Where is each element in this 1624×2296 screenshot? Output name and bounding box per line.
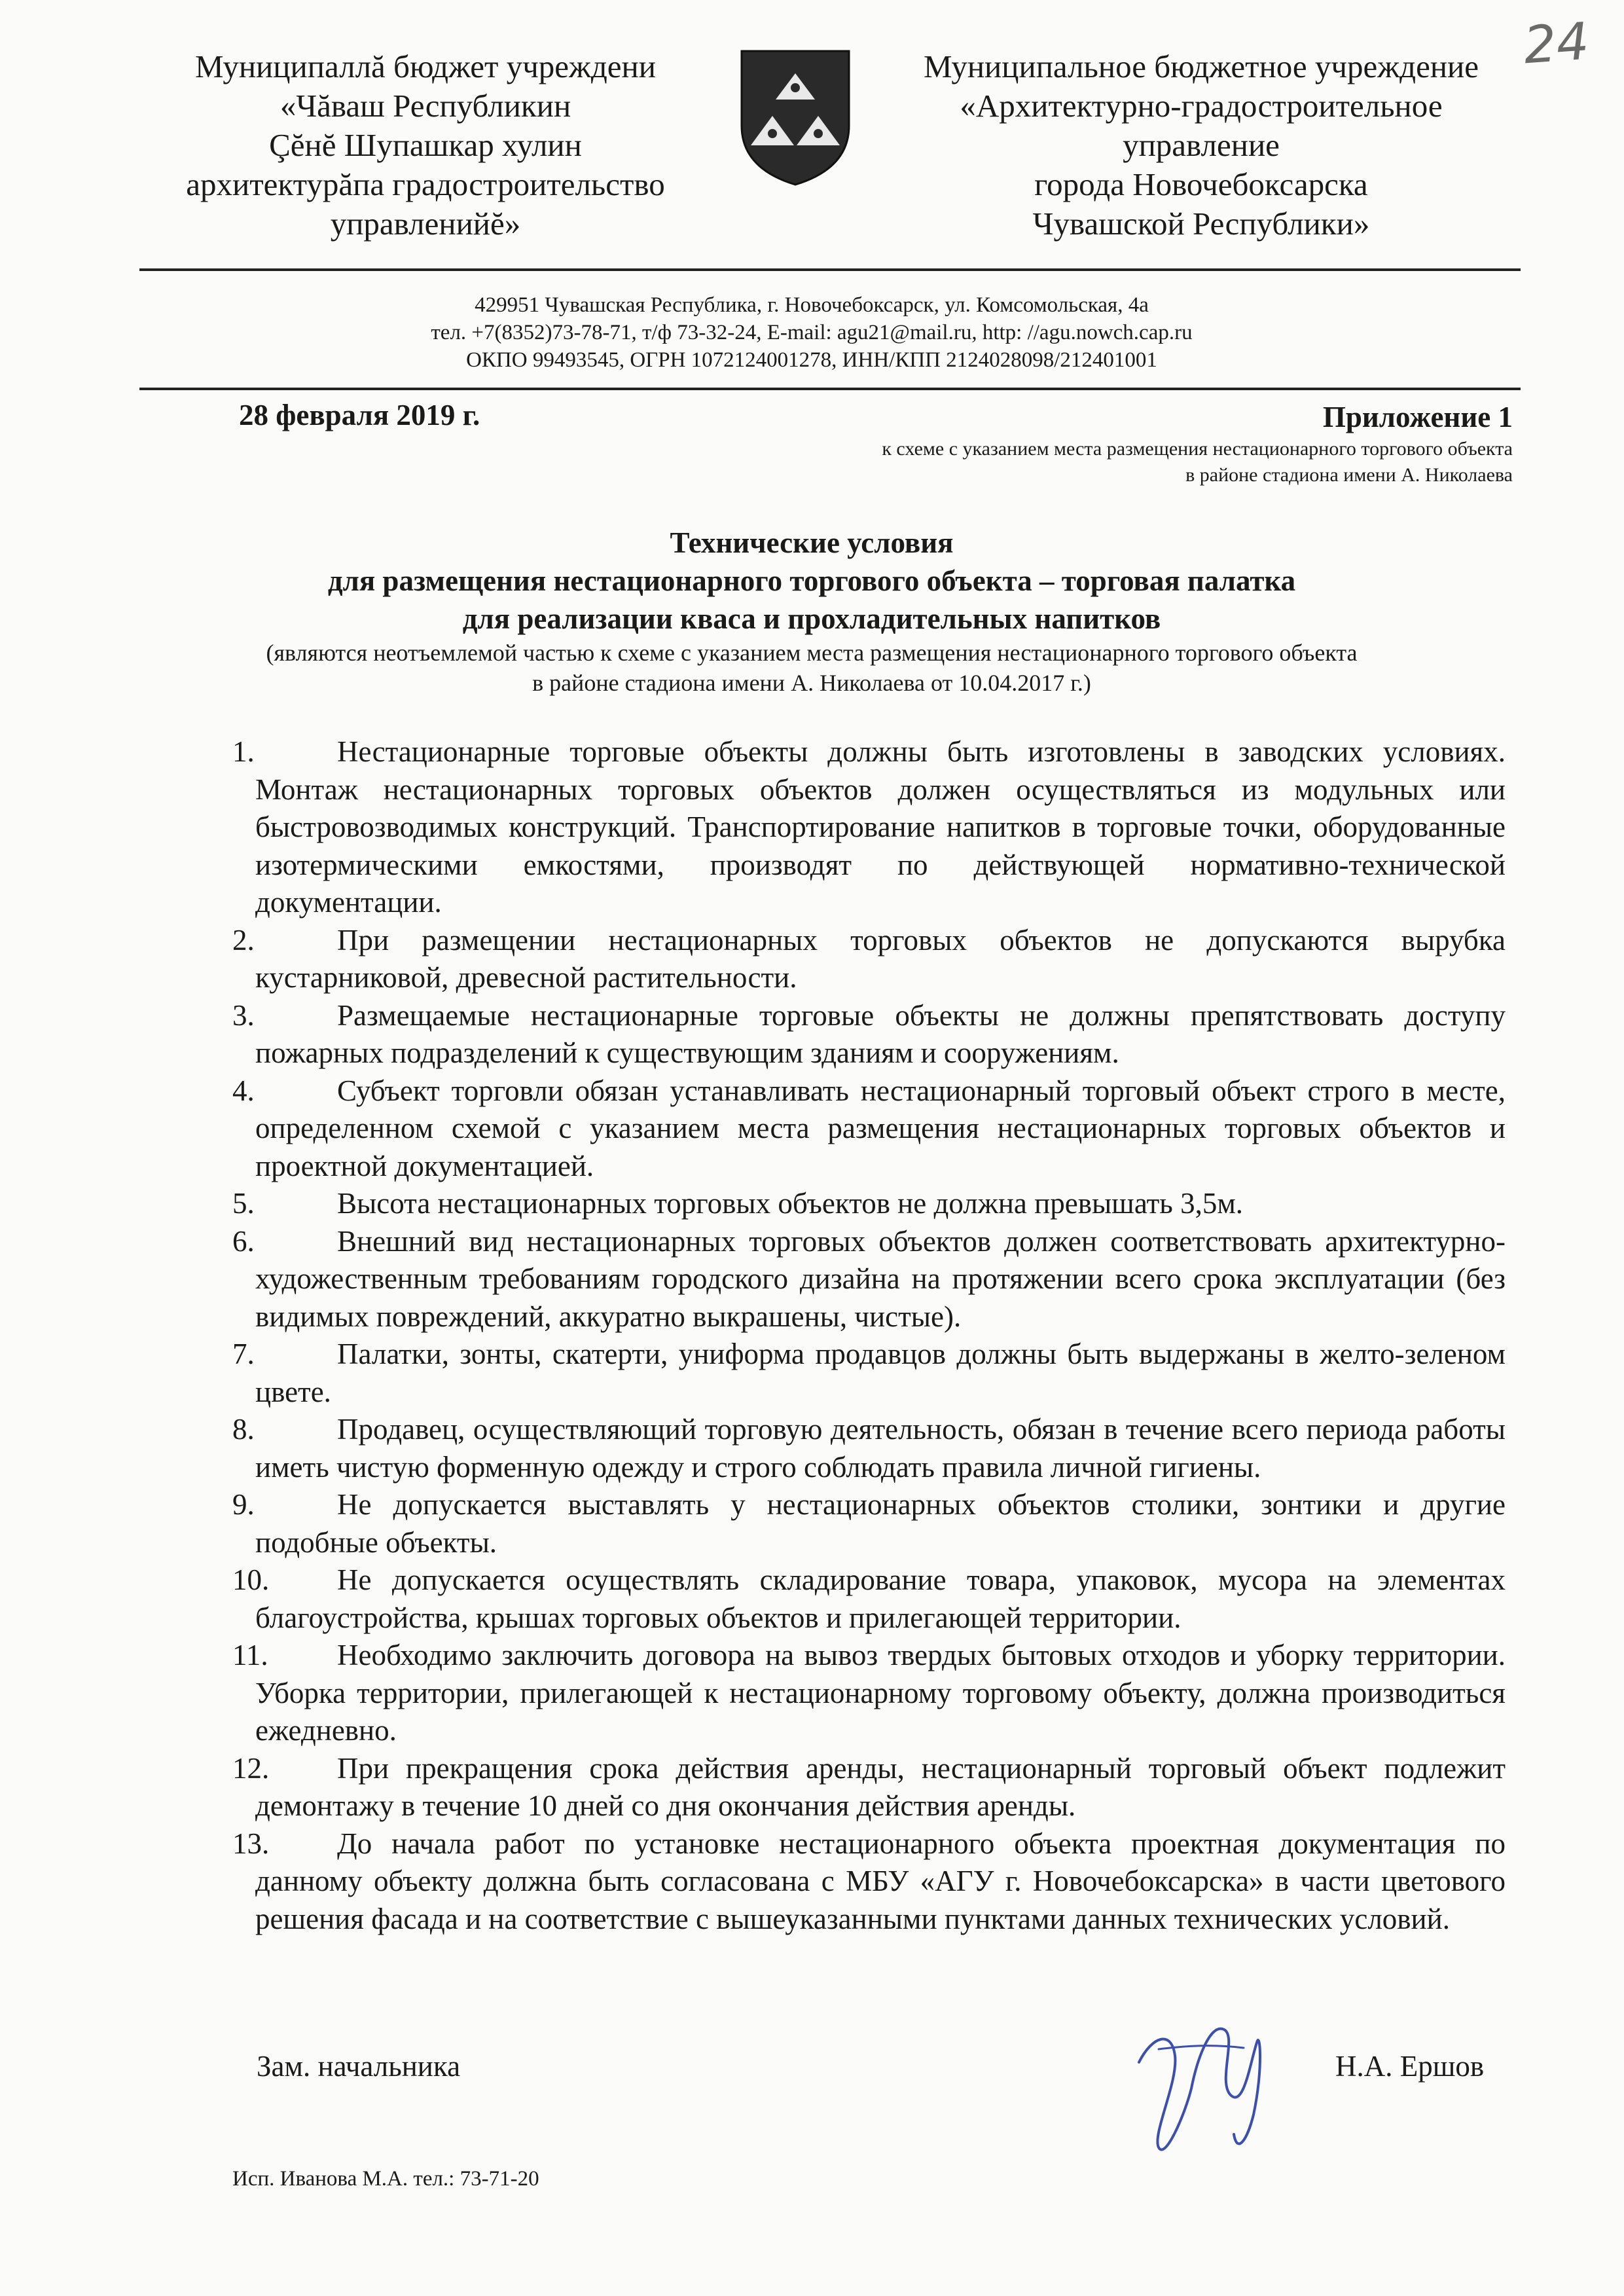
title-note: в районе стадиона имени А. Николаева от 10.04.2017 г.) <box>532 670 1091 696</box>
condition-item <box>232 1825 1506 1939</box>
city-coat-of-arms-icon <box>736 47 854 188</box>
org-left-line: архитектурăпа градостроительство <box>186 166 665 202</box>
signatory-position: Зам. начальника <box>257 2050 461 2083</box>
condition-text: Внешний вид нестационарных торговых объектов должен соответствовать архитектурно-художественным требованиям городского дизайна на протяжении всего срока эксплуатации (без видимых повреждений, аккуратно выкрашены, чистые). <box>255 1224 1506 1333</box>
condition-item <box>232 1072 1506 1186</box>
condition-item <box>232 997 1506 1072</box>
contact-details <box>327 291 1296 374</box>
title-line: Технические условия <box>670 526 954 559</box>
contact-address: 429951 Чувашская Республика, г. Новочебоксарск, ул. Комсомольская, 4а <box>475 293 1149 317</box>
condition-text: Продавец, осуществляющий торговую деятельность, обязан в течение всего периода работы иметь чистую форменную одежду и строго соблюдать правила личной гигиены. <box>255 1413 1506 1484</box>
org-left-line: Муниципаллă бюджет учреждени <box>194 48 657 84</box>
header-divider-top <box>139 268 1521 271</box>
organization-name-russian <box>890 47 1512 244</box>
org-right-line: Муниципальное бюджетное учреждение <box>923 48 1479 84</box>
condition-text: При размещении нестационарных торговых объектов не допускаются вырубка кустарниковой, древесной растительности. <box>255 923 1506 994</box>
org-right-line: «Архитектурно-градостроительное <box>960 88 1443 124</box>
appendix-reference <box>662 398 1513 488</box>
condition-text: До начала работ по установке нестационарного объекта проектная документация по данному объекту должна быть согласована с МБУ «АГУ г. Новочебоксарска» в части цветового решения фасада и на соответствие с вышеуказанными пунктами данных технических условий. <box>255 1827 1506 1935</box>
header-divider-bottom <box>139 388 1521 390</box>
handwritten-signature <box>1113 1984 1283 2167</box>
condition-number: 7. <box>232 1338 255 1370</box>
condition-text: Высота нестационарных торговых объектов не должна превышать 3,5м. <box>337 1187 1244 1220</box>
condition-number: 8. <box>232 1413 255 1446</box>
condition-item <box>232 1561 1506 1637</box>
condition-number: 3. <box>232 998 255 1032</box>
condition-item <box>232 1223 1506 1336</box>
condition-text: Размещаемые нестационарные торговые объекты не должны препятствовать доступу пожарных подразделений к существующим зданиям и сооружениям. <box>255 998 1506 1069</box>
condition-item <box>232 1411 1506 1486</box>
condition-item <box>232 733 1506 922</box>
condition-item <box>232 1486 1506 1561</box>
appendix-note: к схеме с указанием места размещения нестационарного торгового объекта <box>882 438 1513 460</box>
handwritten-page-number: 24 <box>1521 12 1591 76</box>
org-left-line: Çĕнĕ Шупашкар хулин <box>269 127 582 163</box>
condition-number: 12. <box>232 1751 270 1785</box>
appendix-note: в районе стадиона имени А. Николаева <box>1185 464 1513 486</box>
condition-number: 10. <box>232 1563 270 1596</box>
title-note: (являются неотъемлемой частью к схеме с указанием места размещения нестационарного торгового объекта <box>266 640 1358 666</box>
condition-text: Палатки, зонты, скатерти, униформа продавцов должны быть выдержаны в желто-зеленом цвете. <box>255 1338 1506 1408</box>
appendix-title: Приложение 1 <box>1322 401 1513 433</box>
condition-number: 1. <box>232 735 255 768</box>
contact-registration-codes: ОКПО 99493545, ОГРН 1072124001278, ИНН/КПП 2124028098/212401001 <box>466 348 1157 372</box>
condition-text: При прекращения срока действия аренды, нестационарный торговый объект подлежит демонтажу в течение 10 дней со дня окончания действия аренды. <box>255 1751 1506 1822</box>
org-right-line: Чувашской Республики» <box>1032 206 1370 242</box>
contact-phone-email: тел. +7(8352)73-78-71, т/ф 73-32-24, E-mail: agu21@mail.ru, http: //agu.nowch.cap.ru <box>431 321 1193 344</box>
condition-item <box>232 922 1506 997</box>
condition-number: 9. <box>232 1488 255 1521</box>
executor-contact: Исп. Иванова М.А. тел.: 73-71-20 <box>232 2167 539 2191</box>
letterhead <box>0 0 1624 372</box>
condition-text: Субъект торговли обязан устанавливать нестационарный торговый объект строго в месте, определенном схемой с указанием места размещения нестационарных торговых объектов и проектной документацией. <box>255 1074 1506 1182</box>
document-title <box>196 524 1427 698</box>
org-right-line: города Новочебоксарска <box>1034 166 1368 202</box>
condition-number: 13. <box>232 1827 270 1860</box>
condition-text: Необходимо заключить договора на вывоз твердых бытовых отходов и уборку территории. Уборка территории, прилегающей к нестационарному торговому объекту, должна производиться ежедневно. <box>255 1639 1506 1747</box>
condition-item <box>232 1185 1506 1223</box>
condition-number: 6. <box>232 1224 255 1258</box>
organization-name-chuvash <box>141 47 710 244</box>
condition-text: Нестационарные торговые объекты должны быть изготовлены в заводских условиях. Монтаж нестационарных торговых объектов должен осуществляться из модульных или быстровозводимых конструкций. Транспортирование напитков в торговые точки, оборудованные изотермическими емкостями, производят по действующей нормативно-технической документации. <box>255 735 1506 919</box>
conditions-list <box>232 733 1506 1938</box>
org-right-line: управление <box>1123 127 1280 163</box>
title-line: для реализации кваса и прохладительных напитков <box>462 602 1161 635</box>
condition-number: 5. <box>232 1187 255 1220</box>
signatory-name: Н.А. Ершов <box>1335 2050 1485 2083</box>
condition-item <box>232 1750 1506 1825</box>
condition-number: 4. <box>232 1074 255 1107</box>
condition-item <box>232 1637 1506 1750</box>
title-line: для размещения нестационарного торгового объекта – торговая палатка <box>327 564 1296 597</box>
condition-item <box>232 1336 1506 1411</box>
condition-text: Не допускается осуществлять складирование товара, упаковок, мусора на элементах благоустройства, крышах торговых объектов и прилегающей территории. <box>255 1563 1506 1634</box>
condition-text: Не допускается выставлять у нестационарных объектов столики, зонтики и другие подобные объекты. <box>255 1488 1506 1559</box>
org-left-line: управленийĕ» <box>330 206 521 242</box>
condition-number: 11. <box>232 1639 268 1671</box>
document-date: 28 февраля 2019 г. <box>239 399 480 431</box>
condition-number: 2. <box>232 923 255 957</box>
org-left-line: «Чăваш Республикин <box>280 88 571 124</box>
